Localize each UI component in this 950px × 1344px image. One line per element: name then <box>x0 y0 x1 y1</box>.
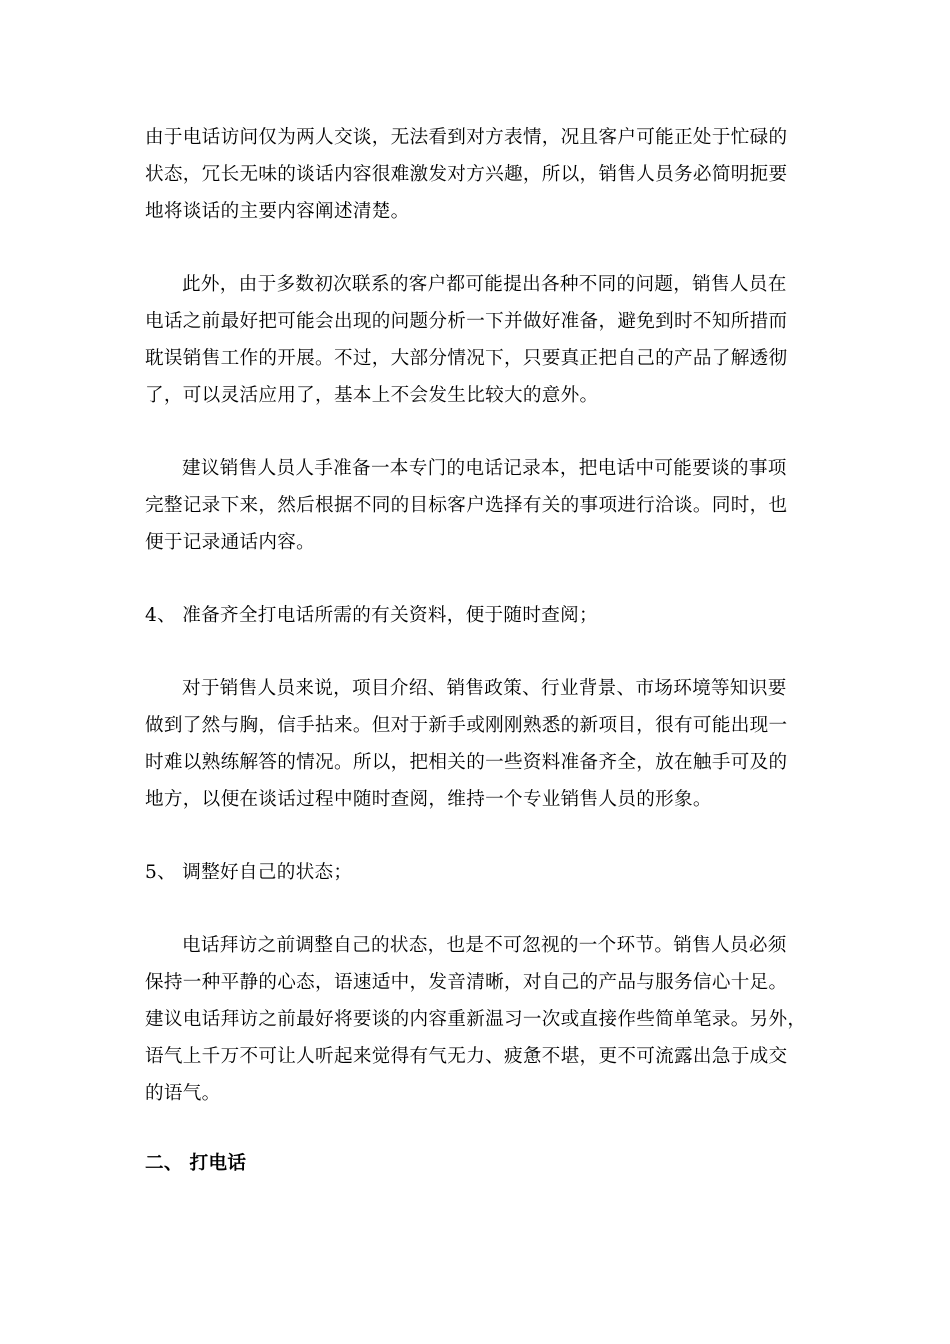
paragraph-line: 完整记录下来，然后根据不同的目标客户选择有关的事项进行洽谈。同时，也 <box>145 495 788 516</box>
paragraph-line: 由于电话访问仅为两人交谈，无法看到对方表情，况且客户可能正处于忙碌的 <box>145 127 788 148</box>
paragraph-line: 电话之前最好把可能会出现的问题分析一下并做好准备，避免到时不知所措而 <box>145 311 788 332</box>
section-heading: 二、 打电话 <box>145 1153 247 1174</box>
paragraph-line: 地方，以便在谈话过程中随时查阅，维持一个专业销售人员的形象。 <box>145 789 712 810</box>
paragraph-line: 电话拜访之前调整自己的状态，也是不可忽视的一个环节。销售人员必须 <box>182 935 787 956</box>
paragraph-line: 对于销售人员来说，项目介绍、销售政策、行业背景、市场环境等知识要 <box>182 678 787 699</box>
paragraph-line: 此外，由于多数初次联系的客户都可能提出各种不同的问题，销售人员在 <box>182 274 787 295</box>
paragraph-line: 耽误销售工作的开展。不过，大部分情况下，只要真正把自己的产品了解透彻 <box>145 348 788 369</box>
paragraph-line: 语气上千万不可让人听起来觉得有气无力、疲惫不堪，更不可流露出急于成交 <box>145 1046 788 1067</box>
paragraph-line: 保持一种平静的心态，语速适中，发音清晰，对自己的产品与服务信心十足。 <box>145 972 788 993</box>
list-item-5: 5、 调整好自己的状态； <box>145 862 353 883</box>
paragraph-line: 了，可以灵活应用了，基本上不会发生比较大的意外。 <box>145 385 599 406</box>
paragraph-line: 地将谈话的主要内容阐述清楚。 <box>145 201 410 222</box>
list-item-4: 4、 准备齐全打电话所需的有关资料，便于随时查阅； <box>145 605 598 626</box>
paragraph-line: 时难以熟练解答的情况。所以，把相关的一些资料准备齐全，放在触手可及的 <box>145 752 788 773</box>
paragraph-line: 便于记录通话内容。 <box>145 532 316 553</box>
paragraph-line: 建议销售人员人手准备一本专门的电话记录本，把电话中可能要谈的事项 <box>182 458 787 479</box>
paragraph-line: 的语气。 <box>145 1083 221 1104</box>
paragraph-line: 做到了然与胸，信手拈来。但对于新手或刚刚熟悉的新项目，很有可能出现一 <box>145 715 788 736</box>
paragraph-line: 建议电话拜访之前最好将要谈的内容重新温习一次或直接作些简单笔录。另外， <box>145 1009 807 1030</box>
paragraph-line: 状态，冗长无味的谈话内容很难激发对方兴趣，所以，销售人员务必简明扼要 <box>145 164 788 185</box>
